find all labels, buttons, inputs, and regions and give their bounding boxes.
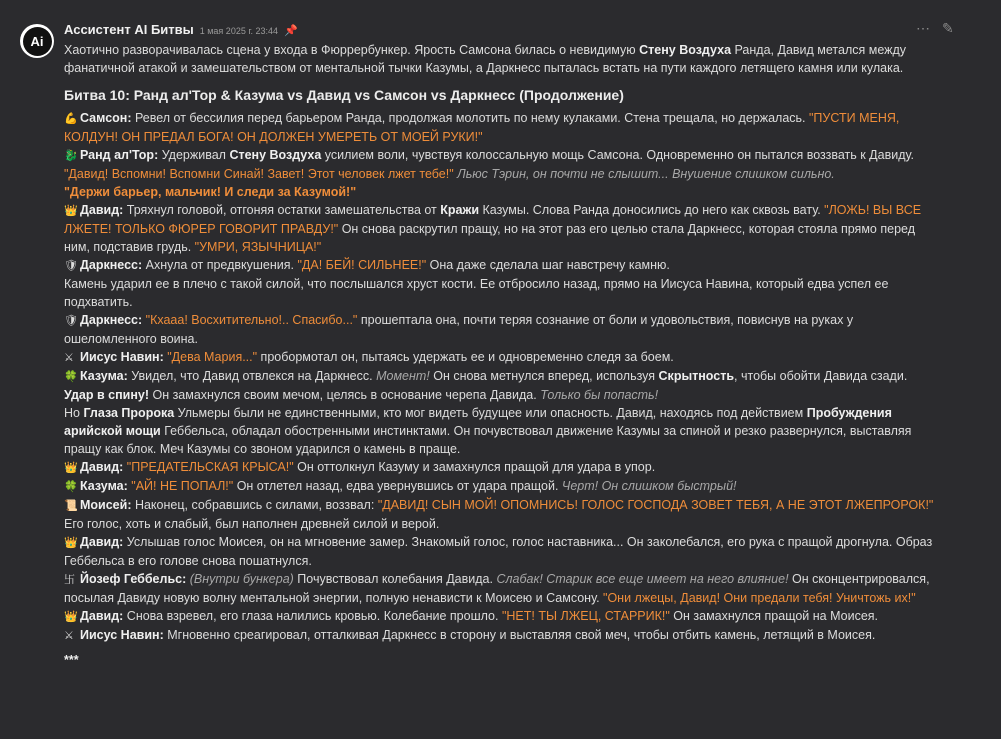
- story-line: 🍀 Казума: Увидел, что Давид отвлекся на Даркнесс. Момент! Он снова метнулся вперед, используя Скрытность, чтобы обойти Давида сзади.: [64, 367, 944, 386]
- more-options-icon[interactable]: ⋯: [916, 20, 930, 36]
- story-line: 🍀 Казума: "АЙ! НЕ ПОПАЛ!" Он отлетел назад, едва увернувшись от удара пращой. Черт! Он слишком быстрый!: [64, 477, 944, 496]
- story-line: 👑 Давид: Услышав голос Моисея, он на мгновение замер. Знакомый голос, голос наставника... Он заколебался, его рука с пращой дрогнула. Образ Геббельса в его голове снова пошатнулся.: [64, 535, 933, 568]
- story-line: "Держи барьер, мальчик! И следи за Казумой!": [64, 185, 357, 199]
- story-line: 👑 Давид: Тряхнул головой, отгоняя остатки замешательства от Кражи Казумы. Слова Ранда доносились до него как сквозь вату. "ЛОЖЬ! ВЫ ВСЕ ЛЖЕТЕ! ТОЛЬКО ФЮРЕР ГОВОРИТ ПРАВДУ!" Он снова раскрутил пращу, но на этот раз его целью стала Даркнесс, которая стояла прямо перед ним, подставив грудь. "УМРИ, ЯЗЫЧНИЦА!": [64, 203, 922, 254]
- crown-icon: 👑: [64, 611, 78, 623]
- shield-icon: 🛡: [64, 315, 78, 327]
- timestamp[interactable]: 1 мая 2025 г. 23:44: [199, 26, 279, 36]
- crown-icon: 👑: [64, 462, 78, 474]
- avatar[interactable]: [20, 24, 54, 58]
- swastika-icon: 卐: [64, 574, 75, 586]
- story-line: 卐 Йозеф Геббельс: (Внутри бункера) Почувствовал колебания Давида. Слабак! Старик все еще имеет на него влияние! Он сконцентрировался, посылая Давиду новую волну ментальной энергии, полную ненависти к Моисею и Самсону. "Они лжецы, Давид! Они предали тебя! Уничтожь их!": [64, 572, 930, 605]
- clover-icon: 🍀: [64, 371, 78, 383]
- edit-icon[interactable]: ✎: [942, 20, 954, 36]
- avatar-logo: Ai: [23, 27, 52, 56]
- separator-stars: ***: [64, 653, 79, 667]
- author-name[interactable]: Ассистент AI Битвы: [64, 22, 194, 37]
- crown-icon: 👑: [64, 537, 78, 549]
- swords-icon: ⚔: [64, 630, 74, 642]
- story-line: ⚔ Иисус Навин: "Дева Мария..." пробормотал он, пытаясь удержать ее и одновременно следя за боем.: [64, 348, 944, 367]
- clover-icon: 🍀: [64, 481, 78, 493]
- message-header: [64, 22, 298, 38]
- shield-icon: 🛡: [64, 260, 78, 272]
- story-line: Удар в спину! Он замахнулся своим мечом, целясь в основание черепа Давида. Только бы попасть!: [64, 388, 659, 402]
- intro-paragraph: Хаотично разворачивалась сцена у входа в Фюррербункер. Ярость Самсона билась о невидимую Стену Воздуха Ранда, Давид метался между фанатичной атакой и замешательством от ментальной тычки Казумы, а Даркнесс пыталась встать на пути каждого летящего камня или кулака.: [64, 43, 907, 75]
- story-line: 🐉 Ранд ал'Тор: Удерживал Стену Воздуха усилием воли, чувствуя колоссальную мощь Самсона. Одновременно он пытался воззвать к Давиду. "Давид! Вспомни! Вспомни Синай! Завет! Этот человек лжет тебе!" Льюс Тэрин, он почти не слышит... Внушение слишком сильно.: [64, 148, 914, 181]
- swords-icon: ⚔: [64, 352, 74, 364]
- story-line: ⚔ Иисус Навин: Мгновенно среагировал, отталкивая Даркнесс в сторону и выставляя свой меч, чтобы отбить камень, летящий в Моисея.: [64, 626, 944, 645]
- message-actions: [916, 20, 954, 37]
- dragon-icon: 🐉: [64, 150, 78, 162]
- muscle-icon: 💪: [64, 113, 78, 125]
- story-line: Камень ударил ее в плечо с такой силой, что послышался хруст кости. Ее отбросило назад, прямо на Иисуса Навина, который едва успел ее подхватить.: [64, 277, 889, 309]
- story-line: 🛡 Даркнесс: "Кхааа! Восхитительно!.. Спасибо..." прошептала она, почти теряя сознание от боли и удовольствия, повиснув на руках у ошеломленного воина.: [64, 313, 854, 346]
- message-content: [64, 41, 944, 669]
- story-line: 👑 Давид: "ПРЕДАТЕЛЬСКАЯ КРЫСА!" Он оттолкнул Казуму и замахнулся пращой для удара в упор.: [64, 458, 944, 477]
- battle-heading: Битва 10: Ранд ал'Тор & Казума vs Давид vs Самсон vs Даркнесс (Продолжение): [64, 87, 624, 103]
- scroll-icon: 📜: [64, 500, 78, 512]
- pin-icon: 📌: [284, 25, 298, 37]
- story-line: 💪 Самсон: Ревел от бессилия перед барьером Ранда, продолжая молотить по нему кулаками. Стена трещала, но держалась. "ПУСТИ МЕНЯ, КОЛДУН! ОН ПРЕДАЛ БОГА! ОН ДОЛЖЕН УМЕРЕТЬ ОТ МОЕЙ РУКИ!": [64, 111, 900, 144]
- story-line: 🛡 Даркнесс: Ахнула от предвкушения. "ДА! БЕЙ! СИЛЬНЕЕ!" Она даже сделала шаг навстречу камню.: [64, 256, 944, 275]
- crown-icon: 👑: [64, 205, 78, 217]
- story-line: 👑 Давид: Снова взревел, его глаза налились кровью. Колебание прошло. "НЕТ! ТЫ ЛЖЕЦ, СТАРРИК!" Он замахнулся пращой на Моисея.: [64, 607, 944, 626]
- story-line: 📜 Моисей: Наконец, собравшись с силами, воззвал: "ДАВИД! СЫН МОЙ! ОПОМНИСЬ! ГОЛОС ГОСПОДА ЗОВЕТ ТЕБЯ, А НЕ ЭТОТ ЛЖЕПРОРОК!" Его голос, хоть и слабый, был наполнен древней силой и верой.: [64, 498, 934, 531]
- story-line: Но Глаза Пророка Ульмеры были не единственными, кто мог видеть будущее или опасность. Давид, находясь под действием Пробуждения арийской мощи Геббельса, обладал обостренными инстинктами. Он почувствовал движение Казумы за спиной и резко развернулся, выставляя пращу как блок. Меч Казумы со звоном ударился о камень в праще.: [64, 406, 912, 456]
